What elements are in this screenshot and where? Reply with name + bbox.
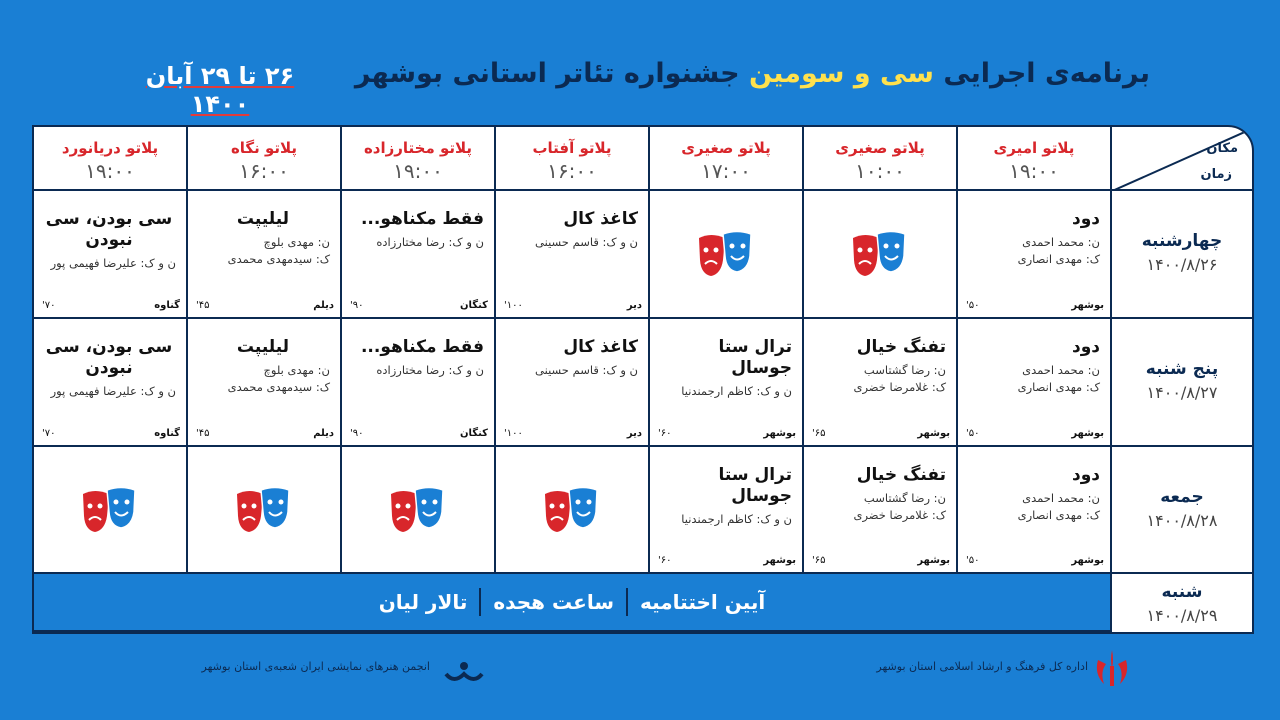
venue-name: پلاتو آفتاب: [532, 139, 612, 157]
venue-name: پلاتو دریانورد: [61, 139, 159, 157]
show-city: کنگان: [459, 428, 488, 439]
show-credit: ک: مهدی انصاری: [1017, 252, 1100, 266]
day-name: جمعه: [1160, 487, 1204, 507]
venue-time: ۱۷:۰۰: [701, 159, 751, 183]
show-duration: ۵۰': [966, 428, 980, 439]
day-cell-thursday: [1112, 319, 1252, 447]
footer-left-text: انجمن هنرهای نمایشی ایران شعبه‌ی استان بوشهر: [201, 660, 430, 673]
show-credit: ن: مهدی بلوچ: [263, 363, 330, 377]
show-title: فقط مکناهو...: [360, 337, 484, 357]
festival-dates: ۲۶ تا ۲۹ آبان ۱۴۰۰: [145, 62, 295, 118]
venue-name: پلاتو مختارزاده: [363, 139, 473, 157]
show-duration: ۹۰': [350, 300, 364, 311]
show-city: گناوه: [154, 300, 180, 311]
empty-cell: [804, 191, 958, 319]
show-city: کنگان: [459, 300, 488, 311]
venue-name: پلاتو صغیری: [681, 139, 771, 157]
show-duration: ۹۰': [350, 428, 364, 439]
show-credit: ن: رضا گشتاسب: [863, 491, 946, 505]
show-duration: ۷۰': [42, 428, 56, 439]
empty-cell: [34, 447, 188, 574]
title-suffix: جشنواره تئاتر استانی بوشهر: [354, 58, 740, 89]
show-cell: [34, 319, 188, 447]
show-title: سی بودن، سی نبودن: [45, 209, 173, 250]
show-city: دیلم: [313, 300, 334, 311]
empty-cell: [496, 447, 650, 574]
show-credit: ن و ک: رضا مختارزاده: [376, 363, 484, 377]
divider: [479, 588, 481, 616]
show-credit: ن: رضا گشتاسب: [863, 363, 946, 377]
divider: [626, 588, 628, 616]
venue-header-6: [188, 127, 342, 191]
show-city: بوشهر: [917, 555, 950, 566]
empty-cell: [650, 191, 804, 319]
show-cell: [496, 319, 650, 447]
show-city: بوشهر: [1071, 428, 1104, 439]
show-city: بوشهر: [1071, 300, 1104, 311]
show-city: دیلم: [313, 428, 334, 439]
show-credit: ک: مهدی انصاری: [1017, 380, 1100, 394]
theatre-masks-icon: [389, 486, 447, 534]
day-date: ۱۴۰۰/۸/۲۹: [1146, 606, 1218, 625]
show-credit: ن و ک: کاظم ارجمندنیا: [681, 512, 792, 526]
show-cell: [188, 319, 342, 447]
day-date: ۱۴۰۰/۸/۲۶: [1146, 255, 1218, 274]
venue-name: پلاتو امیری: [993, 139, 1075, 157]
show-title: کاغذ کال: [563, 337, 638, 357]
venue-time: ۱۹:۰۰: [393, 159, 443, 183]
show-credit: ن و ک: کاظم ارجمندنیا: [681, 384, 792, 398]
show-city: گناوه: [154, 428, 180, 439]
corner-time-label: زمان: [1200, 167, 1232, 182]
show-title: تفنگ خیال: [856, 465, 946, 485]
venue-time: ۱۹:۰۰: [1009, 159, 1059, 183]
show-city: بوشهر: [917, 428, 950, 439]
venue-time: ۱۶:۰۰: [239, 159, 289, 183]
theatre-masks-icon: [81, 486, 139, 534]
emblem-icon: [1092, 648, 1132, 692]
show-duration: ۱۰۰': [504, 300, 523, 311]
show-cell: [958, 319, 1112, 447]
show-credit: ن و ک: رضا مختارزاده: [376, 235, 484, 249]
show-cell: [804, 447, 958, 574]
show-cell: [496, 191, 650, 319]
show-cell: [342, 191, 496, 319]
show-duration: ۵۰': [966, 555, 980, 566]
show-cell: [34, 191, 188, 319]
venue-header-4: [496, 127, 650, 191]
show-cell: [650, 319, 804, 447]
day-cell-saturday: [1112, 574, 1252, 632]
show-credit: ن و ک: علیرضا فهیمی پور: [50, 256, 176, 270]
show-city: بوشهر: [1071, 555, 1104, 566]
association-logo-icon: [444, 660, 484, 686]
venue-header-1: [958, 127, 1112, 191]
show-credit: ن: محمد احمدی: [1022, 491, 1100, 505]
show-duration: ۶۰': [658, 428, 672, 439]
closing-ceremony-label: آیین اختتامیه: [640, 590, 766, 614]
day-cell-friday: [1112, 447, 1252, 574]
show-cell: [650, 447, 804, 574]
show-credit: ک: مهدی انصاری: [1017, 508, 1100, 522]
title-highlight: سی و سومین: [748, 58, 934, 89]
closing-hour: ساعت هجده: [493, 590, 614, 614]
show-credit: ن و ک: علیرضا فهیمی پور: [50, 384, 176, 398]
venue-header-2: [804, 127, 958, 191]
schedule-board: [32, 125, 1254, 634]
show-title: دود: [1071, 209, 1100, 229]
show-cell: [958, 191, 1112, 319]
show-credit: ن و ک: قاسم حسینی: [535, 235, 638, 249]
show-city: دیر: [626, 428, 642, 439]
venue-name: پلاتو نگاه: [230, 139, 298, 157]
empty-cell: [342, 447, 496, 574]
show-duration: ۶۵': [812, 428, 826, 439]
empty-cell: [188, 447, 342, 574]
show-duration: ۶۵': [812, 555, 826, 566]
venue-time: ۱۰:۰۰: [855, 159, 905, 183]
title-prefix: برنامه‌ی اجرایی: [943, 58, 1150, 89]
show-title: لیلیپت: [236, 337, 290, 357]
show-credit: ک: غلامرضا خضری: [853, 380, 946, 394]
page-title: [354, 58, 1150, 98]
closing-hall: تالار لیان: [378, 590, 468, 614]
day-name: شنبه: [1161, 582, 1203, 602]
day-name: پنج شنبه: [1145, 359, 1219, 379]
show-title: سی بودن، سی نبودن: [45, 337, 173, 378]
show-title: تفنگ خیال: [856, 337, 946, 357]
day-cell-wednesday: [1112, 191, 1252, 319]
show-title: دود: [1071, 465, 1100, 485]
show-credit: ک: سیدمهدی محمدی: [227, 252, 330, 266]
show-cell: [188, 191, 342, 319]
show-duration: ۶۰': [658, 555, 672, 566]
show-cell: [958, 447, 1112, 574]
show-duration: ۴۵': [196, 300, 210, 311]
show-credit: ن: محمد احمدی: [1022, 363, 1100, 377]
venue-time: ۱۹:۰۰: [85, 159, 135, 183]
show-duration: ۵۰': [966, 300, 980, 311]
show-title: ترال ستا جوسال: [718, 465, 792, 506]
show-title: ترال ستا جوسال: [718, 337, 792, 378]
day-name: چهارشنبه: [1141, 231, 1223, 251]
venue-time: ۱۶:۰۰: [547, 159, 597, 183]
show-duration: ۱۰۰': [504, 428, 523, 439]
show-duration: ۷۰': [42, 300, 56, 311]
show-cell: [804, 319, 958, 447]
show-credit: ن: مهدی بلوچ: [263, 235, 330, 249]
theatre-masks-icon: [851, 230, 909, 278]
venue-header-5: [342, 127, 496, 191]
venue-name: پلاتو صغیری: [835, 139, 925, 157]
theatre-masks-icon: [697, 230, 755, 278]
show-city: دیر: [626, 300, 642, 311]
show-cell: [342, 319, 496, 447]
corner-header: [1112, 127, 1252, 191]
day-date: ۱۴۰۰/۸/۲۷: [1146, 383, 1218, 402]
show-title: دود: [1071, 337, 1100, 357]
show-title: لیلیپت: [236, 209, 290, 229]
show-credit: ن و ک: قاسم حسینی: [535, 363, 638, 377]
footer-right-text: اداره کل فرهنگ و ارشاد اسلامی استان بوشهر: [876, 660, 1088, 673]
show-title: کاغذ کال: [563, 209, 638, 229]
venue-header-7: [34, 127, 188, 191]
theatre-masks-icon: [543, 486, 601, 534]
show-title: فقط مکناهو...: [360, 209, 484, 229]
theatre-masks-icon: [235, 486, 293, 534]
closing-ceremony-banner: [34, 574, 1112, 632]
show-duration: ۴۵': [196, 428, 210, 439]
day-date: ۱۴۰۰/۸/۲۸: [1146, 511, 1218, 530]
show-city: بوشهر: [763, 555, 796, 566]
show-credit: ن: محمد احمدی: [1022, 235, 1100, 249]
show-city: بوشهر: [763, 428, 796, 439]
corner-place-label: مکان: [1206, 141, 1238, 156]
show-credit: ک: غلامرضا خضری: [853, 508, 946, 522]
venue-header-3: [650, 127, 804, 191]
show-credit: ک: سیدمهدی محمدی: [227, 380, 330, 394]
